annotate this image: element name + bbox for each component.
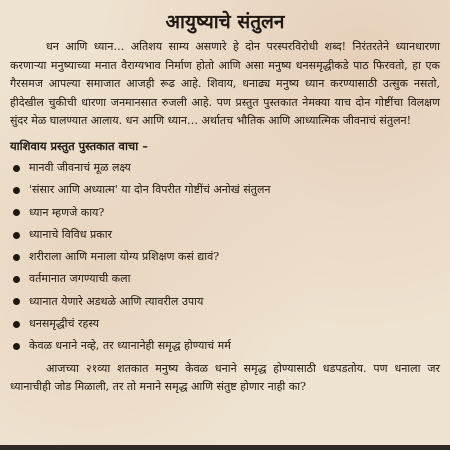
page-title: आयुष्याचे संतुलन xyxy=(165,11,285,33)
bullet-icon xyxy=(13,232,20,239)
list-item-text: केवळ धनाने नव्हे, तर ध्यानानेही समृद्ध होण्याचं मर्म xyxy=(29,339,231,353)
list-heading: याशिवाय प्रस्तुत पुस्तकात वाचा – xyxy=(10,138,148,153)
list-item xyxy=(10,268,440,290)
list-item-text: मानवी जीवनाचं मूळ लक्ष्य xyxy=(29,160,131,174)
list-item xyxy=(10,291,440,313)
bullet-icon xyxy=(13,276,20,283)
intro-paragraph: धन आणि ध्यान… अतिशय साम्य असणारे हे दोन परस्परविरोधी शब्द! निरंतरतेने ध्यानधारणा करणाऱ्या मनुष्याच्या मनात वैराग्यभाव निर्माण होतो आणि असा मनुष्य धनसमृद्धीकडे पाठ फिरवतो, हा एक गैरसमज आपल्या समाजात आजही रूढ आहे. शिवाय, धनाढ्य मनुष्य ध्यान करण्यासाठी उत्सुक नसतो, हीदेखील चुकीची धारणा जनमानसात रुजली आहे. पण प्रस्तुत पुस्तकात नेमक्या याच दोन गोष्टींचा विलक्षण सुंदर मेळ घालण्यात आलाय. धन आणि ध्यान… अर्थातच भौतिक आणि आध्यात्मिक जीवनाचं संतुलन! xyxy=(10,40,440,128)
bullet-icon xyxy=(13,165,20,172)
list-item-text: ध्यानाचे विविध प्रकार xyxy=(29,227,113,241)
list-item xyxy=(10,179,440,201)
bullet-icon xyxy=(13,298,20,305)
list-item-text: वर्तमानात जगण्याची कला xyxy=(29,272,131,286)
list-item-text: धनसमृद्धीचं रहस्य xyxy=(29,317,100,331)
list-item xyxy=(10,202,440,224)
bottom-edge-strip xyxy=(0,445,450,450)
bullet-icon xyxy=(13,254,20,261)
list-item xyxy=(10,313,440,335)
list-item-text: ध्यान म्हणजे काय? xyxy=(29,205,105,219)
list-item xyxy=(10,246,440,268)
bullet-icon xyxy=(13,321,20,328)
bullet-icon xyxy=(13,209,20,216)
closing-paragraph: आजच्या २१व्या शतकात मनुष्य केवळ धनाने समृद्ध होण्यासाठी धडपडतोय. पण धनाला जर ध्यानाचीही जोड मिळाली, तर तो मनाने समृद्ध आणि संतुष्ट होणार नाही का? xyxy=(10,361,440,394)
list-item-text: ध्यानात येणारे अडथळे आणि त्यावरील उपाय xyxy=(29,294,204,308)
list-item-text: 'संसार आणि अध्यात्म' या दोन विपरीत गोष्टींचं अनोखं संतुलन xyxy=(29,183,271,197)
list-item xyxy=(10,157,440,179)
list-item xyxy=(10,335,440,357)
bullet-icon xyxy=(13,187,20,194)
bullet-icon xyxy=(13,343,20,350)
list-item-text: शरीराला आणि मनाला योग्य प्रशिक्षण कसं द्यावं? xyxy=(29,250,220,264)
list-item xyxy=(10,224,440,246)
points-list xyxy=(10,157,440,358)
